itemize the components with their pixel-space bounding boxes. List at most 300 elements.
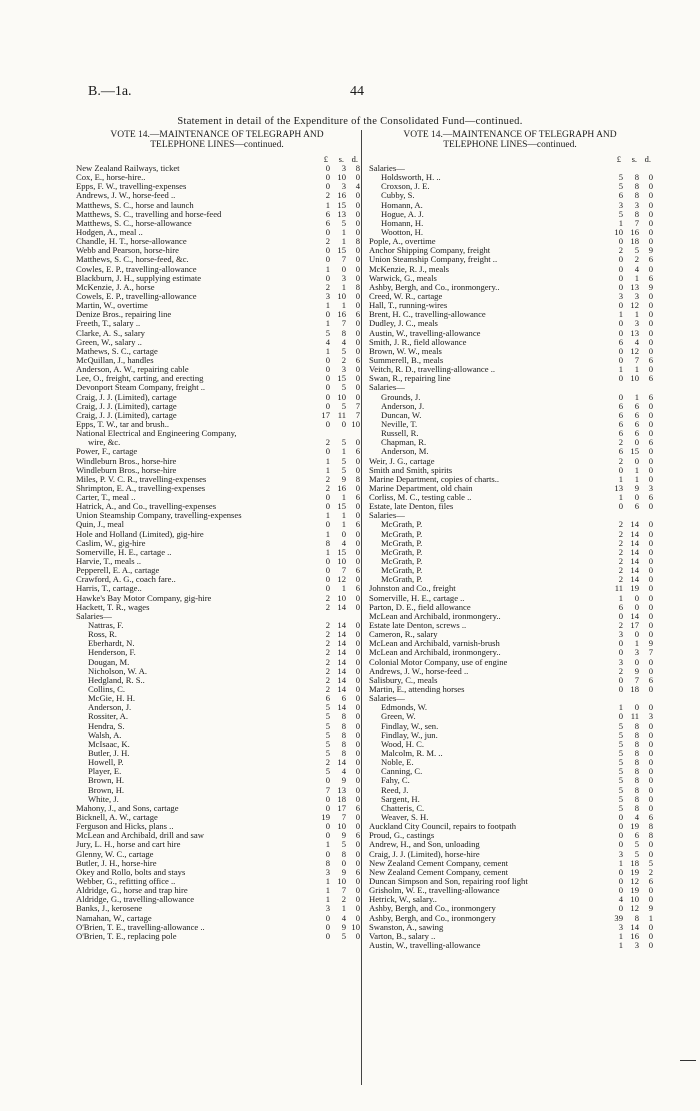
table-row — [72, 246, 362, 255]
pence-value: 0 — [648, 474, 653, 484]
shillings-value: 19 — [630, 886, 639, 896]
entry-label: Brown, W. W., meals — [369, 346, 442, 356]
pounds-value: 10 — [614, 227, 623, 237]
entry-label: Fahy, C. — [381, 776, 410, 786]
table-row — [365, 740, 655, 749]
pence-value: 0 — [355, 657, 360, 667]
table-row — [365, 292, 655, 301]
pence-value: 0 — [355, 666, 360, 676]
pounds-value: 0 — [325, 173, 330, 183]
pounds-value: 6 — [325, 694, 330, 704]
pence-value: 0 — [648, 621, 653, 631]
entry-label: McLean and Archibald, varnish-brush — [369, 639, 500, 649]
shillings-value: 5 — [341, 465, 346, 475]
table-row — [365, 356, 655, 365]
pounds-value: 2 — [325, 639, 330, 649]
entry-label: Okey and Rollo, bolts and stays — [76, 867, 186, 877]
table-row — [72, 603, 362, 612]
entry-label: Union Steamship Company, freight .. — [369, 255, 498, 265]
table-row — [365, 630, 655, 639]
pence-value: 0 — [355, 739, 360, 749]
shillings-value: 18 — [630, 858, 639, 868]
pounds-value: 5 — [618, 785, 623, 795]
pence-value: 0 — [648, 940, 653, 950]
table-row — [72, 831, 362, 840]
table-row — [365, 164, 655, 173]
pounds-value: 0 — [618, 465, 623, 475]
table-row — [72, 182, 362, 191]
pounds-value: 2 — [618, 666, 623, 676]
pounds-value: 0 — [325, 493, 330, 503]
pence-value: 0 — [648, 291, 653, 301]
pounds-value: 1 — [618, 365, 623, 375]
pence-value: 0 — [648, 200, 653, 210]
pounds-value: 0 — [618, 301, 623, 311]
shillings-value: 5 — [341, 438, 346, 448]
pounds-value: 5 — [325, 328, 330, 338]
shillings-value: 8 — [634, 739, 639, 749]
pounds-value: 0 — [325, 502, 330, 512]
entry-label: Green, W. — [381, 712, 416, 722]
pounds-value: 0 — [618, 355, 623, 365]
table-row — [72, 511, 362, 520]
entry-label: Webber, G., refitting office .. — [76, 876, 176, 886]
pence-value: 0 — [355, 712, 360, 722]
table-row — [365, 676, 655, 685]
shillings-value: 8 — [341, 712, 346, 722]
entry-label: Henderson, F. — [88, 648, 136, 658]
entry-label: White, J. — [88, 794, 119, 804]
entry-label: Harvie, T., meals .. — [76, 557, 142, 567]
pence-value: 0 — [648, 584, 653, 594]
pence-value: 4 — [355, 182, 360, 192]
pence-value: 0 — [648, 465, 653, 475]
pence-value: 6 — [648, 273, 653, 283]
pounds-value: 1 — [325, 346, 330, 356]
entry-label: wire, &c. — [88, 438, 121, 448]
entry-label: Somerville, H. E., cartage .. — [369, 593, 465, 603]
pounds-value: 5 — [618, 767, 623, 777]
entry-label: Dougan, M. — [88, 657, 130, 667]
shillings-value: 18 — [337, 794, 346, 804]
entry-label: Hodgen, A., meal .. — [76, 227, 143, 237]
entry-label: Jury, L. H., horse and cart hire — [76, 840, 181, 850]
entry-label: Hall, T., running-wires — [369, 301, 448, 311]
entry-label: Crawford, A. G., coach fare.. — [76, 575, 176, 585]
entry-label: McGrath, P. — [381, 566, 423, 576]
pence-value: 0 — [648, 767, 653, 777]
pence-value: 0 — [648, 429, 653, 439]
pounds-value: 0 — [325, 255, 330, 265]
pence-value: 0 — [355, 346, 360, 356]
shillings-value: 14 — [337, 602, 346, 612]
pence-value: 0 — [648, 886, 653, 896]
pence-value: 5 — [648, 858, 653, 868]
entry-label: Martin, E., attending horses — [369, 685, 465, 695]
entry-label: McLean and Archibald, ironmongery.. — [369, 648, 501, 658]
pence-value: 6 — [355, 493, 360, 503]
pence-value: 6 — [355, 310, 360, 320]
shillings-value: 1 — [634, 273, 639, 283]
pounds-value: 5 — [618, 209, 623, 219]
pounds-value: 2 — [325, 438, 330, 448]
entry-label: Pepperell, E. A., cartage — [76, 566, 160, 576]
table-row — [365, 383, 655, 392]
pence-value: 0 — [355, 264, 360, 274]
pence-value: 0 — [648, 685, 653, 695]
pence-value: 9 — [648, 639, 653, 649]
entry-label: Epps, T. W., tar and brush.. — [76, 419, 170, 429]
pounds-value: 1 — [618, 474, 623, 484]
pence-value: 1 — [648, 913, 653, 923]
pounds-value: 2 — [325, 630, 330, 640]
table-row — [72, 338, 362, 347]
pounds-value: 1 — [618, 858, 623, 868]
shillings-value: 8 — [341, 739, 346, 749]
pounds-value: 19 — [321, 812, 330, 822]
entry-label: Salisbury, C., meals — [369, 675, 438, 685]
pence-value: 0 — [648, 191, 653, 201]
table-row — [72, 438, 362, 447]
entry-label: Craig, J. J. (Limited), horse-hire — [369, 849, 480, 859]
shillings-value: 1 — [341, 511, 346, 521]
table-row — [365, 374, 655, 383]
shillings-value: 0 — [341, 264, 346, 274]
shillings-value: 3 — [634, 940, 639, 950]
shillings-value: 5 — [634, 840, 639, 850]
pence-value: 0 — [648, 502, 653, 512]
table-row — [365, 795, 655, 804]
table-row — [365, 338, 655, 347]
pounds-value: 2 — [325, 593, 330, 603]
shillings-value: 1 — [634, 392, 639, 402]
table-row — [365, 584, 655, 593]
table-row — [72, 594, 362, 603]
shillings-value: 5 — [341, 840, 346, 850]
shillings-value: 10 — [337, 822, 346, 832]
pence-value: 6 — [648, 812, 653, 822]
table-row — [365, 731, 655, 740]
table-row — [365, 319, 655, 328]
pence-value: 0 — [648, 657, 653, 667]
pounds-value: 0 — [325, 374, 330, 384]
entry-label: Clarke, A. S., salary — [76, 328, 145, 338]
table-row — [72, 639, 362, 648]
entry-label: Wood, H. C. — [381, 739, 424, 749]
pence-value: 0 — [355, 895, 360, 905]
pounds-value: 0 — [618, 502, 623, 512]
entry-label: Hedgland, R. S.. — [88, 675, 145, 685]
entry-label: Craig, J. J. (Limited), cartage — [76, 401, 177, 411]
pence-value: 0 — [648, 611, 653, 621]
pence-value: 6 — [355, 867, 360, 877]
pence-value: 0 — [355, 685, 360, 695]
pounds-value: 0 — [325, 273, 330, 283]
pence-value: 9 — [648, 904, 653, 914]
entry-label: Lee, O., freight, carting, and erecting — [76, 374, 204, 384]
shillings-value: 15 — [337, 246, 346, 256]
entry-label: Auckland City Council, repairs to footpath — [369, 822, 517, 832]
table-row — [365, 877, 655, 886]
entry-label: Hawke's Bay Motor Company, gig-hire — [76, 593, 212, 603]
table-row — [72, 658, 362, 667]
entry-label: Webb and Pearson, horse-hire — [76, 246, 179, 256]
table-row — [365, 411, 655, 420]
pence-value: 0 — [648, 922, 653, 932]
pence-value: 0 — [355, 849, 360, 859]
entry-label: Mahony, J., and Sons, cartage — [76, 803, 179, 813]
shillings-value: 8 — [341, 749, 346, 758]
pounds-value: 0 — [618, 374, 623, 384]
shillings-value: 0 — [634, 602, 639, 612]
entry-label: Chandle, H. T., horse-allowance — [76, 237, 187, 247]
table-row — [365, 804, 655, 813]
table-row — [72, 895, 362, 904]
shillings-value: 2 — [634, 255, 639, 265]
table-row — [72, 566, 362, 575]
table-row — [365, 255, 655, 264]
pounds-value: 0 — [618, 392, 623, 402]
shillings-value: 8 — [341, 849, 346, 859]
pounds-value: 39 — [614, 913, 623, 923]
shillings-value: 0 — [341, 858, 346, 868]
shillings-value: 16 — [337, 483, 346, 493]
table-row — [365, 895, 655, 904]
entry-label: McGrath, P. — [381, 529, 423, 539]
table-row — [365, 329, 655, 338]
entry-label: Cowles, E. P., travelling-allowance — [76, 264, 197, 274]
pounds-value: 7 — [325, 785, 330, 795]
table-row — [72, 539, 362, 548]
shillings-value: 12 — [630, 876, 639, 886]
table-row — [365, 914, 655, 923]
pence-value: 0 — [355, 456, 360, 466]
shillings-value: 14 — [630, 566, 639, 576]
entry-label: Edmonds, W. — [381, 703, 428, 713]
pounds-value: 17 — [321, 410, 330, 420]
lsd-header — [72, 154, 362, 164]
pence-value: 0 — [355, 227, 360, 237]
table-row — [365, 310, 655, 319]
entry-label: Windleburn Bros., horse-hire — [76, 456, 177, 466]
entry-label: Blackburn, J. H., supplying estimate — [76, 273, 202, 283]
pence-value: 0 — [355, 675, 360, 685]
shillings-value: 1 — [634, 310, 639, 320]
entry-label: Dudley, J. C., meals — [369, 319, 438, 329]
shillings-value: 0 — [341, 419, 346, 429]
shillings-value: 6 — [634, 831, 639, 841]
pounds-value: 0 — [618, 273, 623, 283]
shillings-value: 1 — [634, 365, 639, 375]
pence-value: 6 — [648, 438, 653, 448]
entry-label: Malcolm, R. M. .. — [381, 749, 443, 758]
table-row — [72, 621, 362, 630]
shillings-value: 10 — [630, 374, 639, 384]
entry-label: Brown, H. — [88, 776, 125, 786]
shillings-value: 14 — [630, 611, 639, 621]
entry-label: Proud, G., castings — [369, 831, 435, 841]
entry-label: Namahan, W., cartage — [76, 913, 152, 923]
shillings-value: 12 — [630, 301, 639, 311]
pence-value: 0 — [648, 758, 653, 768]
shillings-value: 13 — [337, 209, 346, 219]
table-row — [72, 420, 362, 429]
entry-label: Nicholson, W. A. — [88, 666, 147, 676]
entry-label: Andrews, J. W., horse-feed .. — [369, 666, 469, 676]
entry-label: Wootton, H. — [381, 227, 424, 237]
pence-value: 6 — [648, 392, 653, 402]
pence-value: 0 — [355, 328, 360, 338]
table-row — [72, 850, 362, 859]
table-row — [365, 648, 655, 657]
shillings-value: 1 — [341, 520, 346, 530]
pounds-value: 6 — [618, 337, 623, 347]
pounds-value: 2 — [325, 191, 330, 201]
entry-label: O'Brien, T. E., travelling-allowance .. — [76, 922, 205, 932]
pence-value: 0 — [355, 511, 360, 521]
table-row — [72, 411, 362, 420]
entry-label: Noble, E. — [381, 758, 414, 768]
entry-label: Russell, R. — [381, 429, 419, 439]
shillings-value: 14 — [630, 557, 639, 567]
entry-label: Rossiter, A. — [88, 712, 129, 722]
pence-value: 0 — [648, 346, 653, 356]
pounds-value: 2 — [325, 666, 330, 676]
entry-label: Hatrick, A., and Co., travelling-expenses — [76, 502, 217, 512]
pence-value: 0 — [355, 639, 360, 649]
pounds-value: 2 — [325, 675, 330, 685]
pence-value: 0 — [355, 365, 360, 375]
shillings-value: 14 — [630, 520, 639, 530]
pounds-value: 0 — [618, 831, 623, 841]
pounds-value: 0 — [618, 346, 623, 356]
pounds-value: 0 — [325, 310, 330, 320]
pounds-value: 3 — [618, 922, 623, 932]
table-row — [365, 712, 655, 721]
table-row — [365, 831, 655, 840]
entry-label: Ashby, Bergh, and Co., ironmongery — [369, 913, 496, 923]
table-row — [72, 740, 362, 749]
shillings-value: 3 — [341, 182, 346, 192]
shillings-value: 14 — [337, 657, 346, 667]
table-row — [72, 310, 362, 319]
pence-header: d. — [351, 154, 358, 164]
shillings-value: 9 — [341, 776, 346, 786]
entry-label: Caslim, W., gig-hire — [76, 538, 146, 548]
shillings-value: 12 — [630, 904, 639, 914]
pence-value: 0 — [648, 447, 653, 457]
table-row — [365, 274, 655, 283]
pounds-value: 1 — [325, 886, 330, 896]
table-row — [72, 502, 362, 511]
entry-label: Marine Department, old chain — [369, 483, 473, 493]
entry-label: McLean and Archibald, ironmongery.. — [369, 611, 501, 621]
table-row — [72, 164, 362, 173]
entry-label: Ashby, Bergh, and Co., ironmongery.. — [369, 282, 500, 292]
pence-value: 6 — [648, 374, 653, 384]
shillings-value: 14 — [337, 758, 346, 768]
shillings-value: 16 — [337, 310, 346, 320]
shillings-header: s. — [338, 154, 344, 164]
table-row — [72, 210, 362, 219]
pounds-value: 2 — [618, 438, 623, 448]
pounds-value: 0 — [618, 611, 623, 621]
pence-value: 0 — [648, 721, 653, 731]
shillings-value: 1 — [341, 301, 346, 311]
entry-label: Miles, P. V. C. R., travelling-expenses — [76, 474, 207, 484]
table-row — [365, 530, 655, 539]
document-reference: B.—1a. — [88, 84, 132, 99]
pounds-value: 0 — [325, 227, 330, 237]
entry-label: Brent, H. C., travelling-allowance — [369, 310, 486, 320]
pounds-value: 11 — [614, 584, 623, 594]
table-row — [365, 904, 655, 913]
pounds-value: 1 — [325, 465, 330, 475]
pounds-value: 6 — [325, 209, 330, 219]
shillings-value: 11 — [630, 712, 639, 722]
shillings-value: 6 — [341, 694, 346, 704]
pounds-value: 0 — [618, 255, 623, 265]
table-row — [365, 210, 655, 219]
entry-label: McQuillan, J., handles — [76, 355, 154, 365]
pence-value: 8 — [355, 164, 360, 173]
table-row — [72, 923, 362, 932]
pounds-value: 2 — [618, 456, 623, 466]
pence-value: 0 — [648, 529, 653, 539]
pence-value: 0 — [648, 547, 653, 557]
table-row — [365, 932, 655, 941]
entry-label: McGrath, P. — [381, 538, 423, 548]
pence-value: 0 — [648, 840, 653, 850]
pounds-value: 0 — [618, 712, 623, 722]
pence-value: 0 — [355, 630, 360, 640]
entry-label: Reed, J. — [381, 785, 409, 795]
pence-value: 0 — [355, 200, 360, 210]
pounds-value: 3 — [618, 849, 623, 859]
pounds-value: 0 — [618, 282, 623, 292]
shillings-value: 14 — [630, 922, 639, 932]
entry-label: Ashby, Bergh, and Co., ironmongery — [369, 904, 496, 914]
entry-label: Hendra, S. — [88, 721, 125, 731]
pence-value: 0 — [355, 465, 360, 475]
pence-value: 0 — [648, 410, 653, 420]
shillings-value: 15 — [337, 547, 346, 557]
table-row — [72, 283, 362, 292]
entry-label: Cameron, R., salary — [369, 630, 438, 640]
entry-label: New Zealand Cement Company, cement — [369, 867, 509, 877]
entry-label: Weir, J. G., cartage — [369, 456, 435, 466]
table-row — [365, 786, 655, 795]
pence-value: 0 — [355, 876, 360, 886]
entry-label: O'Brien, T. E., replacing pole — [76, 931, 177, 941]
pence-value: 0 — [648, 319, 653, 329]
pounds-value: 0 — [325, 520, 330, 530]
pounds-value: 1 — [325, 547, 330, 557]
entry-label: Anderson, M. — [381, 447, 429, 457]
entry-label: Cowels, E. P., travelling-allowance — [76, 291, 197, 301]
table-row — [72, 237, 362, 246]
entry-label: Canning, C. — [381, 767, 423, 777]
pence-value: 6 — [648, 876, 653, 886]
pounds-value: 0 — [618, 886, 623, 896]
table-row — [365, 429, 655, 438]
pence-value: 0 — [648, 264, 653, 274]
pence-value: 0 — [648, 895, 653, 905]
pence-value: 0 — [355, 749, 360, 758]
entry-label: McGrath, P. — [381, 520, 423, 530]
pence-value: 0 — [648, 310, 653, 320]
pounds-value: 6 — [618, 447, 623, 457]
